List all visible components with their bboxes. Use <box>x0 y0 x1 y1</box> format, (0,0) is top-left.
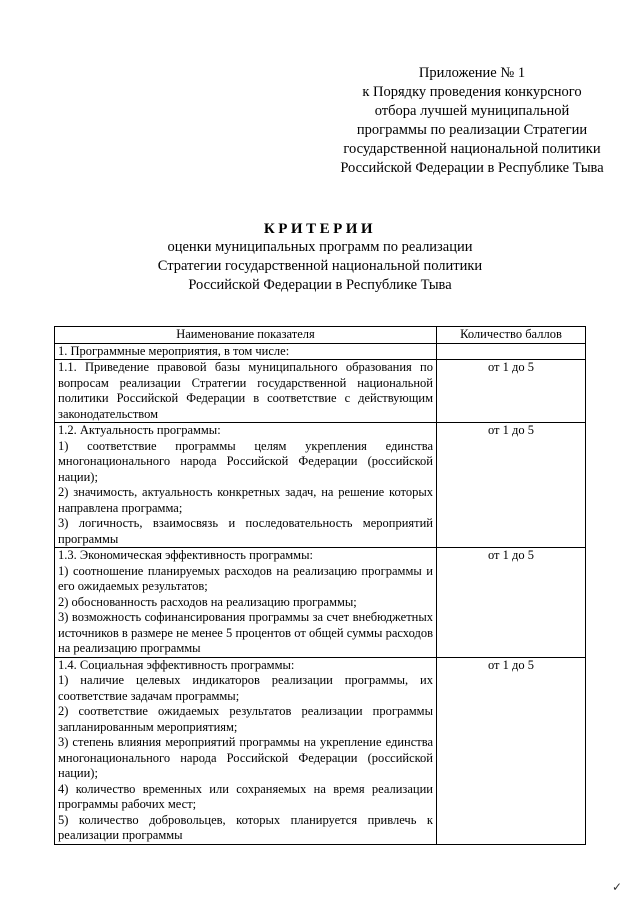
table-row <box>55 548 586 658</box>
subtitle-line: Стратегии государственной национальной политики <box>157 258 483 274</box>
indicator-line: 2) значимость, актуальность конкретных задач, на решение которых направлена программа; <box>58 485 433 515</box>
indicator-cell <box>55 657 437 844</box>
appendix-line: отбора лучшей муниципальной <box>374 103 570 119</box>
indicator-line: 3) степень влияния мероприятий программы на укрепление единства многонационального народа Российской Федерации (российской нации); <box>58 735 433 780</box>
score-cell: от 1 до 5 <box>437 548 586 658</box>
indicator-line: 2) соответствие ожидаемых результатов реализации программы запланированным мероприятиям; <box>58 704 433 734</box>
indicator-line: 1.4. Социальная эффективность программы: <box>58 657 295 672</box>
section-cell: 1. Программные мероприятия, в том числе: <box>55 343 437 360</box>
indicator-line: 1) соотношение планируемых расходов на реализацию программы и его ожидаемых результатов; <box>58 563 433 593</box>
indicator-line: 1.3. Экономическая эффективность программы: <box>58 548 313 562</box>
score-cell: от 1 до 5 <box>437 657 586 844</box>
indicator-cell <box>55 360 437 423</box>
indicator-line: 4) количество временных или сохраняемых на время реализации программы рабочих мест; <box>58 781 433 811</box>
section-score-cell <box>437 343 586 360</box>
indicator-line: 2) обоснованность расходов на реализацию программы; <box>58 594 357 609</box>
indicator-line: 1.2. Актуальность программы: <box>58 423 221 437</box>
appendix-line: к Порядку проведения конкурсного <box>362 84 582 100</box>
indicator-line: 3) возможность софинансирования программы за счет внебюджетных источников в размере не менее 5 процентов от общей суммы расходов на реализацию программы <box>58 610 433 655</box>
document-subtitle <box>0 238 640 295</box>
indicator-cell <box>55 548 437 658</box>
indicator-line: 5) количество добровольцев, которых планируется привлечь к реализации программы <box>58 812 433 842</box>
appendix-line: Российской Федерации в Республике Тыва <box>340 160 604 176</box>
appendix-line: Приложение № 1 <box>418 65 526 81</box>
subtitle-line: Российской Федерации в Республике Тыва <box>188 277 452 293</box>
appendix-line: государственной национальной политики <box>343 141 601 157</box>
column-header-score: Количество баллов <box>437 327 586 344</box>
column-header-indicator: Наименование показателя <box>55 327 437 344</box>
criteria-table <box>54 326 586 845</box>
appendix-line: программы по реализации Стратегии <box>356 122 588 138</box>
subtitle-line: оценки муниципальных программ по реализации <box>167 239 473 255</box>
indicator-line: 1) наличие целевых индикаторов реализации программы, их соответствие задачам программы; <box>58 673 433 703</box>
score-cell: от 1 до 5 <box>437 360 586 423</box>
table-section-row <box>55 343 586 360</box>
indicator-line: 1) соответствие программы целям укрепления единства многонационального народа Российской Федерации (российской нации); <box>58 438 433 484</box>
indicator-line: 3) логичность, взаимосвязь и последовательность мероприятий программы <box>58 516 433 546</box>
table-row <box>55 657 586 844</box>
score-cell: от 1 до 5 <box>437 423 586 548</box>
corner-checkmark: ✓ <box>612 880 623 894</box>
table-header-row <box>55 327 586 344</box>
table-row <box>55 423 586 548</box>
appendix-block <box>322 64 622 178</box>
indicator-cell <box>55 423 437 548</box>
document-title: КРИТЕРИИ <box>263 221 377 237</box>
indicator-line: 1.1. Приведение правовой базы муниципального образования по вопросам реализации Стратегии государственной национальной политики Российской Федерации в соответствие с действующим законодательством <box>58 360 433 421</box>
table-row <box>55 360 586 423</box>
